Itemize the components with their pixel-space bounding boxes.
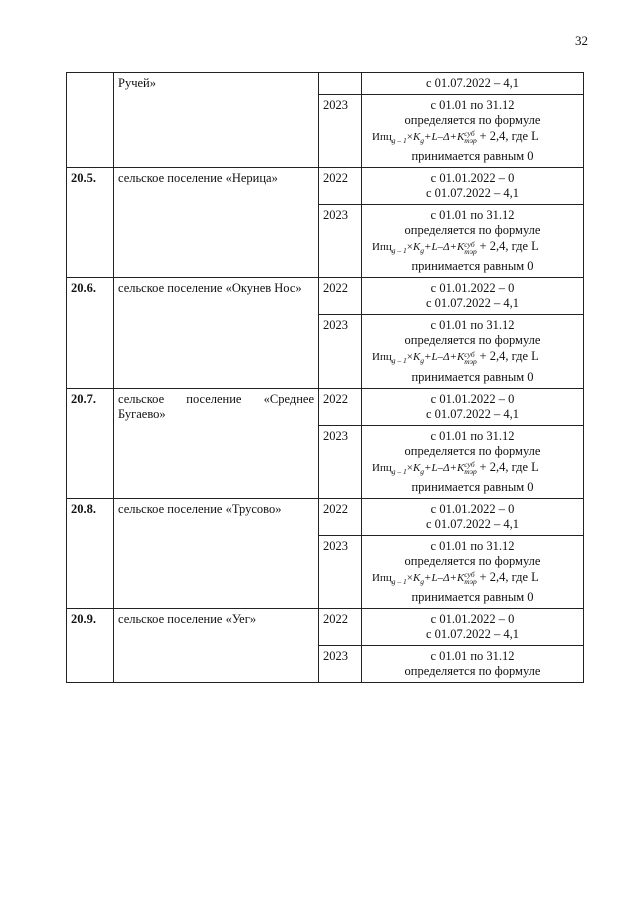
row-number: 20.9. xyxy=(67,608,114,682)
table-row xyxy=(67,168,584,205)
formula-tail: + 2,4, где L xyxy=(479,459,539,474)
value-line: с 01.07.2022 – 4,1 xyxy=(425,296,520,311)
value-line: с 01.07.2022 – 4,1 xyxy=(425,626,520,641)
value-cell xyxy=(362,168,584,205)
value-line: определяется по формуле xyxy=(404,113,541,127)
value-line-after: принимается равным 0 xyxy=(411,589,534,604)
year-cell: 2023 xyxy=(319,205,362,278)
value-line: с 01.01.2022 – 0 xyxy=(430,281,515,296)
value-cell xyxy=(362,205,584,278)
formula-tail: + 2,4, где L xyxy=(479,569,539,584)
formula-middle: +L–Δ+ xyxy=(424,131,457,143)
formula-k2: K xyxy=(456,241,465,254)
formula-k2-scripts xyxy=(464,461,476,475)
formula-times: × xyxy=(406,351,413,364)
year-cell: 2023 xyxy=(319,645,362,682)
value-line: с 01.01 по 31.12 xyxy=(430,98,515,112)
value-cell xyxy=(362,315,584,388)
value-line: с 01.01.2022 – 0 xyxy=(430,391,515,406)
formula-k-sub: g xyxy=(420,246,425,256)
formula-prefix-sub: g – 1 xyxy=(391,466,407,476)
formula-k2-sup: суб xyxy=(464,239,475,249)
formula-k: K xyxy=(412,571,421,584)
value-cell xyxy=(362,498,584,535)
row-number: 20.8. xyxy=(67,498,114,608)
row-number: 20.6. xyxy=(67,278,114,388)
table-row xyxy=(67,608,584,645)
formula-k2: K xyxy=(456,571,465,584)
value-line-after: принимается равным 0 xyxy=(411,479,534,494)
formula xyxy=(366,239,579,258)
value-line: с 01.01 по 31.12 xyxy=(430,428,515,443)
formula-middle: +L–Δ+ xyxy=(424,351,457,364)
formula-k2-sup: суб xyxy=(464,460,475,470)
settlement-name: Ручей» xyxy=(114,73,319,168)
formula-k-sub: g xyxy=(420,356,425,366)
settlement-name: сельское поселение «Нерица» xyxy=(114,168,319,278)
year-cell: 2023 xyxy=(319,535,362,608)
formula-middle: +L–Δ+ xyxy=(424,571,457,584)
value-line: с 01.01.2022 – 0 xyxy=(430,171,515,186)
formula-k-sub: g xyxy=(420,136,425,146)
formula-k2: K xyxy=(456,461,465,474)
value-line: с 01.01.2022 – 0 xyxy=(430,501,515,516)
formula-k: K xyxy=(412,241,421,254)
value-line-after: принимается равным 0 xyxy=(411,149,534,164)
value-cell xyxy=(362,535,584,608)
value-line: с 01.07.2022 – 4,1 xyxy=(425,76,520,90)
formula-k2-sub: тэр xyxy=(464,577,477,587)
formula-k2-sup: суб xyxy=(464,570,475,580)
formula-prefix-sub: g – 1 xyxy=(391,576,407,586)
value-line: с 01.01 по 31.12 xyxy=(430,648,515,663)
formula-k: K xyxy=(412,461,421,474)
settlement-name: сельское поселение «Уег» xyxy=(114,608,319,682)
row-number: 20.7. xyxy=(67,388,114,498)
value-line: с 01.01 по 31.12 xyxy=(430,208,515,223)
formula xyxy=(366,349,579,368)
value-line: с 01.01 по 31.12 xyxy=(430,538,515,553)
value-cell xyxy=(362,425,584,498)
value-cell xyxy=(362,73,584,95)
value-line: определяется по формуле xyxy=(404,223,541,238)
value-line: определяется по формуле xyxy=(404,333,541,348)
year-cell: 2022 xyxy=(319,168,362,205)
formula-tail: + 2,4, где L xyxy=(479,349,539,364)
year-cell: 2023 xyxy=(319,315,362,388)
settlement-name: сельское поселение «Среднее Бугаево» xyxy=(114,388,319,498)
value-cell xyxy=(362,278,584,315)
value-line-after: принимается равным 0 xyxy=(411,259,534,274)
formula-prefix: Ипц xyxy=(372,571,392,584)
value-cell xyxy=(362,95,584,168)
formula-prefix-sub: g – 1 xyxy=(391,356,407,366)
formula-k2-sub: тэр xyxy=(464,356,477,366)
table-row xyxy=(67,498,584,535)
formula-k2-sub: тэр xyxy=(464,136,477,146)
formula-times: × xyxy=(406,571,413,584)
formula-k2-sup: суб xyxy=(464,349,475,359)
year-cell: 2023 xyxy=(319,95,362,168)
value-line: с 01.07.2022 – 4,1 xyxy=(425,406,520,421)
formula-k-sub: g xyxy=(420,466,425,476)
settlement-name: сельское поселение «Трусово» xyxy=(114,498,319,608)
formula-times: × xyxy=(406,131,413,143)
year-cell: 2022 xyxy=(319,498,362,535)
formula-prefix: Ипц xyxy=(372,351,392,364)
year-cell: 2022 xyxy=(319,388,362,425)
formula-k2-scripts xyxy=(464,241,476,255)
value-cell xyxy=(362,388,584,425)
formula xyxy=(366,570,579,589)
year-cell: 2023 xyxy=(319,425,362,498)
page-number: 32 xyxy=(575,33,588,48)
formula-tail: + 2,4, где L xyxy=(479,239,539,254)
value-line: определяется по формуле xyxy=(404,663,541,678)
year-cell xyxy=(319,73,362,95)
value-line: определяется по формуле xyxy=(404,553,541,568)
year-cell: 2022 xyxy=(319,608,362,645)
formula-prefix: Ипц xyxy=(372,461,392,474)
formula-k2-sup: суб xyxy=(464,129,475,139)
formula-middle: +L–Δ+ xyxy=(424,241,457,254)
value-line-after: принимается равным 0 xyxy=(411,369,534,384)
formula-k2-sub: тэр xyxy=(464,467,477,477)
formula-prefix-sub: g – 1 xyxy=(391,136,407,146)
formula-k2-sub: тэр xyxy=(464,246,477,256)
formula-k2: K xyxy=(456,131,465,143)
formula xyxy=(366,460,579,479)
year-cell: 2022 xyxy=(319,278,362,315)
tariff-table xyxy=(66,72,584,683)
formula-middle: +L–Δ+ xyxy=(424,461,457,474)
formula-prefix-sub: g – 1 xyxy=(391,246,407,256)
formula-prefix: Ипц xyxy=(372,241,392,254)
formula-k2-scripts xyxy=(464,130,476,144)
value-cell xyxy=(362,608,584,645)
formula xyxy=(366,129,579,148)
value-line: с 01.07.2022 – 4,1 xyxy=(425,516,520,531)
value-line: с 01.01 по 31.12 xyxy=(430,318,515,333)
row-number xyxy=(67,73,114,168)
table-row xyxy=(67,278,584,315)
formula-tail: + 2,4, где L xyxy=(479,129,539,143)
value-line: с 01.07.2022 – 4,1 xyxy=(425,186,520,201)
value-line: с 01.01.2022 – 0 xyxy=(430,611,515,626)
formula-k2-scripts xyxy=(464,351,476,365)
formula-k-sub: g xyxy=(420,576,425,586)
row-number: 20.5. xyxy=(67,168,114,278)
formula-k2: K xyxy=(456,351,465,364)
settlement-name: сельское поселение «Окунев Нос» xyxy=(114,278,319,388)
formula-times: × xyxy=(406,461,413,474)
formula-prefix: Ипц xyxy=(372,131,392,143)
formula-k: K xyxy=(412,351,421,364)
formula-times: × xyxy=(406,241,413,254)
table-row xyxy=(67,388,584,425)
formula-k: K xyxy=(412,131,421,143)
formula-k2-scripts xyxy=(464,571,476,585)
value-line: определяется по формуле xyxy=(404,443,541,458)
table-row xyxy=(67,73,584,95)
value-cell xyxy=(362,645,584,682)
